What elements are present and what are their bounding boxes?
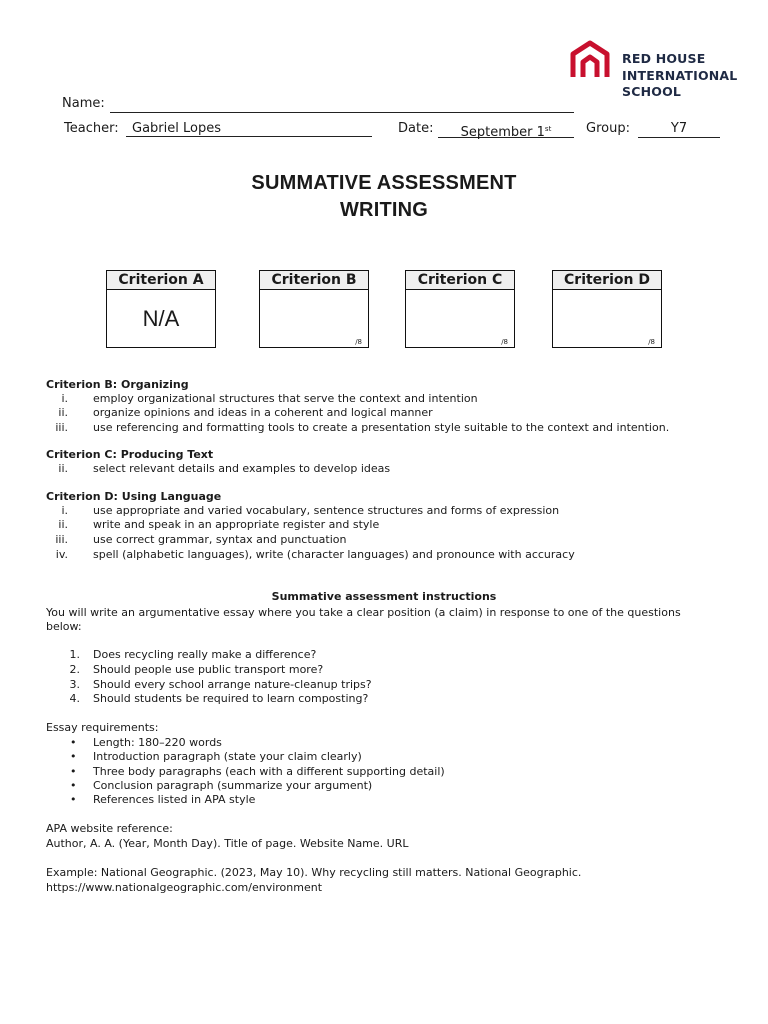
- list-item: organize opinions and ideas in a coherent and logical manner: [93, 406, 433, 419]
- criterion-b-heading: Criterion B: Organizing: [46, 378, 189, 391]
- requirement-item: Length: 180–220 words: [93, 736, 222, 749]
- list-item: use appropriate and varied vocabulary, sentence structures and forms of expression: [93, 504, 560, 517]
- list-item: use referencing and formatting tools to create a presentation style suitable to the context and intention.: [93, 421, 670, 434]
- school-name-line-1: RED HOUSE: [622, 51, 706, 66]
- list-item: select relevant details and examples to develop ideas: [93, 462, 391, 475]
- page-subtitle: WRITING: [339, 199, 429, 221]
- criterion-max-score: /8: [355, 338, 362, 346]
- list-number: ii.: [58, 518, 68, 531]
- list-item: spell (alphabetic languages), write (character languages) and pronounce with accuracy: [93, 548, 575, 561]
- question-number: 3.: [69, 678, 80, 691]
- bullet-icon: •: [70, 793, 77, 806]
- list-number: iii.: [55, 421, 68, 434]
- criterion-box-b: [259, 270, 369, 348]
- list-number: iv.: [55, 548, 68, 561]
- criterion-c-heading: Criterion C: Producing Text: [46, 448, 214, 461]
- instructions-heading: Summative assessment instructions: [271, 590, 497, 603]
- list-number: i.: [61, 504, 68, 517]
- criterion-label: Criterion B: [260, 271, 368, 290]
- question-item: Should students be required to learn composting?: [93, 692, 369, 705]
- bullet-icon: •: [70, 750, 77, 763]
- question-number: 1.: [69, 648, 80, 661]
- criterion-score-field[interactable]: [260, 290, 368, 347]
- question-number: 4.: [69, 692, 80, 705]
- criterion-score-field[interactable]: [553, 290, 661, 347]
- group-field[interactable]: Y7: [638, 121, 720, 138]
- school-name: [622, 51, 737, 101]
- list-item: use correct grammar, syntax and punctuation: [93, 533, 347, 546]
- criterion-score: N/A: [142, 306, 180, 331]
- list-number: i.: [61, 392, 68, 405]
- criterion-max-score: /8: [501, 338, 508, 346]
- teacher-label: Teacher:: [64, 121, 119, 136]
- date-ordinal: st: [544, 125, 552, 133]
- instructions-intro-line-2: below:: [46, 620, 82, 633]
- apa-example-line-1: Example: National Geographic. (2023, May 10). Why recycling still matters. National Geographic.: [46, 866, 582, 879]
- bullet-icon: •: [70, 779, 77, 792]
- question-item: Does recycling really make a difference?: [93, 648, 317, 661]
- criterion-label: Criterion A: [107, 271, 215, 290]
- criterion-score-field[interactable]: [406, 290, 514, 347]
- group-label: Group:: [586, 121, 630, 136]
- requirement-item: Introduction paragraph (state your claim clearly): [93, 750, 362, 763]
- date-value: September 1: [460, 125, 545, 140]
- date-label: Date:: [398, 121, 434, 136]
- question-item: Should every school arrange nature-cleanup trips?: [93, 678, 372, 691]
- teacher-field[interactable]: Gabriel Lopes: [126, 121, 372, 137]
- requirement-item: Conclusion paragraph (summarize your argument): [93, 779, 373, 792]
- date-field[interactable]: [438, 121, 574, 138]
- list-number: ii.: [58, 406, 68, 419]
- question-number: 2.: [69, 663, 80, 676]
- page-title: SUMMATIVE ASSESSMENT: [251, 172, 517, 194]
- criterion-box-a: [106, 270, 216, 348]
- requirements-heading: Essay requirements:: [46, 721, 159, 734]
- criterion-label: Criterion D: [553, 271, 661, 290]
- apa-format: Author, A. A. (Year, Month Day). Title of page. Website Name. URL: [46, 837, 409, 850]
- criterion-max-score: /8: [648, 338, 655, 346]
- list-number: ii.: [58, 462, 68, 475]
- bullet-icon: •: [70, 736, 77, 749]
- criterion-d-heading: Criterion D: Using Language: [46, 490, 222, 503]
- requirement-item: References listed in APA style: [93, 793, 256, 806]
- house-logo-icon: [570, 40, 614, 80]
- criterion-box-d: [552, 270, 662, 348]
- name-label: Name:: [62, 96, 105, 111]
- list-item: write and speak in an appropriate register and style: [93, 518, 380, 531]
- requirement-item: Three body paragraphs (each with a different supporting detail): [93, 765, 445, 778]
- school-logo: [570, 40, 740, 100]
- list-item: employ organizational structures that serve the context and intention: [93, 392, 478, 405]
- apa-example-line-2: https://www.nationalgeographic.com/environment: [46, 881, 323, 894]
- school-name-line-3: SCHOOL: [622, 84, 682, 99]
- school-name-line-2: INTERNATIONAL: [622, 67, 738, 83]
- question-item: Should people use public transport more?: [93, 663, 324, 676]
- criterion-label: Criterion C: [406, 271, 514, 290]
- list-number: iii.: [55, 533, 68, 546]
- bullet-icon: •: [70, 765, 77, 778]
- apa-heading: APA website reference:: [46, 822, 173, 835]
- name-field[interactable]: [110, 96, 574, 113]
- instructions-intro-line-1: You will write an argumentative essay where you take a clear position (a claim) in response to one of the questions: [46, 606, 681, 619]
- criterion-box-c: [405, 270, 515, 348]
